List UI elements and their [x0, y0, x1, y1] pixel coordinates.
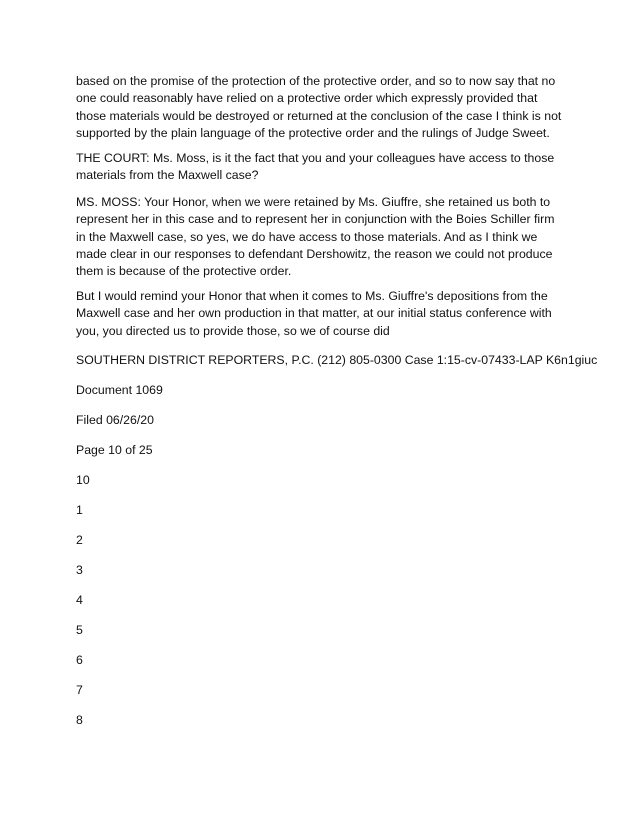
transcript-paragraph-2: THE COURT: Ms. Moss, is it the fact that you and your colleagues have access to those materials from the Maxwell case?	[76, 151, 555, 183]
line-number: 4	[76, 593, 83, 607]
line-number: 2	[76, 533, 83, 547]
line-number: 1	[76, 503, 83, 517]
line-number: 3	[76, 563, 83, 577]
transcript-paragraph-3: MS. MOSS: Your Honor, when we were retained by Ms. Giuffre, she retained us both to represent her in this case and to represent her in conjunction with the Boies Schiller firm in the Maxwell case, so yes, we do have access to those materials. And as I think we made clear in our responses to defendant Dershowitz, the reason we could not produce them is because of the protective order.	[76, 195, 555, 279]
transcript-paragraph-4: But I would remind your Honor that when it comes to Ms. Giuffre's depositions from the Maxwell case and her own production in that matter, at our initial status conference with you, you directed us to provide those, so we of course did	[76, 289, 552, 338]
filed-date: Filed 06/26/20	[76, 413, 154, 427]
reporter-header: SOUTHERN DISTRICT REPORTERS, P.C. (212) 805-0300 Case 1:15-cv-07433-LAP K6n1giuc	[76, 353, 598, 367]
page-number: 10	[76, 473, 90, 487]
line-number: 6	[76, 653, 83, 667]
line-number: 5	[76, 623, 83, 637]
document-number: Document 1069	[76, 383, 163, 397]
transcript-paragraph-1: based on the promise of the protection of the protective order, and so to now say that no one could reasonably have relied on a protective order which expressly provided that those materials would be destroyed or returned at the conclusion of the case I think is not supported by the plain language of the protective order and the rulings of Judge Sweet.	[76, 74, 562, 140]
line-number: 8	[76, 713, 83, 727]
line-number: 7	[76, 683, 83, 697]
page-count: Page 10 of 25	[76, 443, 153, 457]
